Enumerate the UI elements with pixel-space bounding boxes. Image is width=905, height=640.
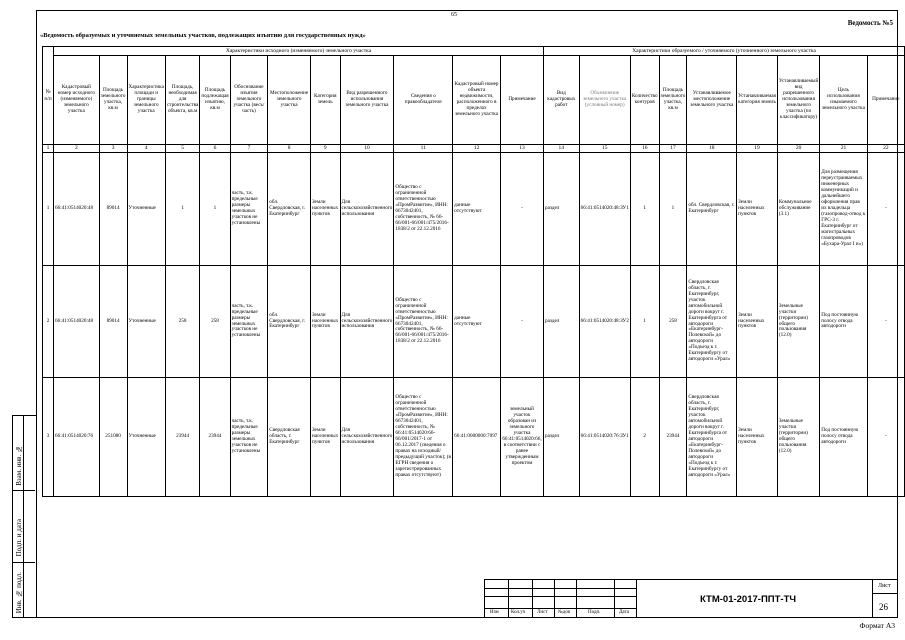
col-header: Площадь земельного участка, кв.м <box>659 56 687 145</box>
cell-work: раздел <box>544 266 580 378</box>
cell-obj: данные отсутствуют <box>453 153 501 266</box>
title-block <box>484 579 898 618</box>
col-header: Устанавливаемое местоположение земельного участка <box>687 56 737 145</box>
cell-newcad: 66:41:0514020:48:ЗУ1 <box>579 153 630 266</box>
col-number: 4 <box>127 145 165 153</box>
cell-newarea: 23944 <box>659 378 687 497</box>
cell-newcad: 66:41:0514020:48:ЗУ2 <box>579 266 630 378</box>
page-number: 65 <box>451 12 457 18</box>
document-title: «Ведомость образуемых и уточняемых земельных участков, подлежащих изъятию для государственных нужд» <box>40 32 366 39</box>
cell-cad: 66:41:0514020:48 <box>54 266 100 378</box>
col-header: Площадь земельного участка, кв.м <box>99 56 127 145</box>
col-header: Площадь, необходимая для строительства объекта, кв.м <box>165 56 199 145</box>
stamp-col-podp: Подп. <box>588 610 601 615</box>
cell-newvri: Коммунальное обслуживание (3.1) <box>777 153 819 266</box>
cell-note2: - <box>867 378 904 497</box>
cell-obj: данные отсутствуют <box>453 266 501 378</box>
stamp-col-data: Дата <box>619 610 629 615</box>
cell-newloc: Свердловская область, г. Екатеринбург, участок автомобильной дороги вокруг г. Екатеринбурга от автодороги «Екатеринбург-Полевской» до автодороги «Подъезд к г. Екатеринбургу от автодороги «Урал» <box>687 378 737 497</box>
col-header: Вид разрешенного использования земельного участка <box>340 56 394 145</box>
col-number: 14 <box>544 145 580 153</box>
table-row <box>43 266 905 378</box>
col-header: Кадастровый номер исходного (изменяемого) земельного участка <box>54 56 100 145</box>
cell-cat: Земли населенных пунктов <box>310 266 340 378</box>
cell-area: 251080 <box>99 378 127 497</box>
cell-loc: обл. Свердловская, г. Екатеринбург <box>268 153 311 266</box>
col-header: Кадастровый номер объекта недвижимости, расположенного в пределах земельного участка <box>453 56 501 145</box>
sheet-label: Лист <box>878 583 891 589</box>
table-row <box>43 153 905 266</box>
cell-newvri: Земельные участки (территории) общего пользования (12.0) <box>777 378 819 497</box>
cell-newcat: Земли населенных пунктов <box>737 153 778 266</box>
col-number: 8 <box>268 145 311 153</box>
group-header-row <box>43 47 905 56</box>
table-row <box>43 378 905 497</box>
side-label-inv: Инв. № подл. <box>15 571 23 613</box>
stamp-col-ndok: №док <box>558 610 571 615</box>
column-number-row <box>43 145 905 153</box>
vedomost-table <box>42 46 905 497</box>
cell-note: земельный участок образован из земельного участка 66:41:0514020:66, в соответствии с ранее утвержденным проектом <box>500 378 543 497</box>
cell-char: Уточненные <box>127 378 165 497</box>
cell-vri: Для сельскохозяйственного использования <box>340 153 394 266</box>
cell-num: 2 <box>43 266 54 378</box>
format-label: Формат А3 <box>859 621 895 630</box>
col-number: 21 <box>820 145 867 153</box>
stamp-col-list: Лист <box>537 610 548 615</box>
cell-basis: часть, т.к. предельные размеры земельных участков не установлены <box>230 153 268 266</box>
side-label-replace: Взам. инв. № <box>15 445 23 486</box>
cell-contours: 1 <box>630 266 659 378</box>
cell-newloc: Свердловская область, г. Екатеринбург, участок автомобильной дороги вокруг г. Екатеринбурга от автодороги «Екатеринбург-Полевской» до автодороги «Подъезд к г. Екатеринбургу от автодороги «Урал» <box>687 266 737 378</box>
col-header: Характеристика площади и границы земельного участка <box>127 56 165 145</box>
cell-obj: 66:41:0000000:7097 <box>453 378 501 497</box>
col-number: 22 <box>867 145 904 153</box>
col-number: 12 <box>453 145 501 153</box>
cell-purpose: Под постоянную полосу отвода автодороги <box>820 378 867 497</box>
cell-vri: Для сельскохозяйственного использования <box>340 378 394 497</box>
side-stamp <box>12 415 36 618</box>
cell-note2: - <box>867 153 904 266</box>
cell-note2: - <box>867 266 904 378</box>
sheet-number: 26 <box>879 602 888 612</box>
col-number: 10 <box>340 145 394 153</box>
cell-need: 23944 <box>165 378 199 497</box>
col-header-num: № п/п <box>43 47 54 145</box>
col-number: 13 <box>500 145 543 153</box>
col-header: Примечание <box>500 56 543 145</box>
cell-note: - <box>500 266 543 378</box>
cell-newcad: 66:41:0514020:76:ЗУ1 <box>579 378 630 497</box>
cell-basis: часть, т.к. предельные размеры земельных участков не установлены <box>230 378 268 497</box>
document-code: КТМ-01-2017-ППТ-ТЧ <box>700 594 797 605</box>
cell-note: - <box>500 153 543 266</box>
cell-owner: Общество с ограниченной ответственностью «ПромРазвитие», ИНН: 6673042401, собственность, № 66:41:0514020:66-66/001/2017-1 от 06.12.2017 (сведения о правах на исходный/ предыдущий участок); (в ЕГРН сведения о зарегистрированных правах отсутствуют) <box>394 378 453 497</box>
cell-newarea: 1 <box>659 153 687 266</box>
cell-vri: Для сельскохозяйственного использования <box>340 266 394 378</box>
col-number: 5 <box>165 145 199 153</box>
col-header: Устанавливаемая категория земель <box>737 56 778 145</box>
cell-cad: 66:41:0514020:76 <box>54 378 100 497</box>
cell-newvri: Земельные участки (территории) общего пользования (12.0) <box>777 266 819 378</box>
side-cell-replace <box>13 416 35 491</box>
cell-purpose: Для размещения переустраиваемых инженерных коммуникаций и дальнейшего оформления прав их владельца (газопровод-отвод к ГРС-3 г. Екатеринбург от магистральных газопроводов «Бухара-Урал I и») <box>820 153 867 266</box>
col-header: Устанавливаемый вид разрешенного использования земельного участка (по классификатору) <box>777 56 819 145</box>
col-header: Примечание <box>867 56 904 145</box>
cell-newcat: Земли населенных пунктов <box>737 266 778 378</box>
cell-loc: Свердловская область, г. Екатеринбург <box>268 378 311 497</box>
cell-area: 89014 <box>99 153 127 266</box>
col-number: 1 <box>43 145 54 153</box>
col-number: 6 <box>200 145 230 153</box>
stamp-col-izm: Изм <box>490 610 499 615</box>
col-header: Местоположение земельного участка <box>268 56 311 145</box>
col-header: Обозначение земельного участка (условный номер) <box>579 56 630 145</box>
cell-char: Уточненные <box>127 266 165 378</box>
col-number: 11 <box>394 145 453 153</box>
side-label-sign: Подп. и дата <box>15 518 23 556</box>
col-number: 16 <box>630 145 659 153</box>
cell-work: раздел <box>544 378 580 497</box>
col-number: 7 <box>230 145 268 153</box>
column-header-row <box>43 56 905 145</box>
col-header: Сведения о правообладателе <box>394 56 453 145</box>
cell-newloc: обл. Свердловская, г. Екатеринбург <box>687 153 737 266</box>
cell-newcat: Земли населенных пунктов <box>737 378 778 497</box>
col-header: Обоснование изъятия земельного участка (весь/ часть) <box>230 56 268 145</box>
cell-num: 1 <box>43 153 54 266</box>
cell-need: 1 <box>165 153 199 266</box>
cell-newarea: 258 <box>659 266 687 378</box>
stamp-col-kolu: Кол.уч <box>511 610 526 615</box>
cell-area: 89014 <box>99 266 127 378</box>
cell-seize: 258 <box>200 266 230 378</box>
cell-cad: 66:41:0514020:48 <box>54 153 100 266</box>
col-header: Площадь подлежащая изъятию, кв.м <box>200 56 230 145</box>
col-header: Категория земель <box>310 56 340 145</box>
cell-num: 3 <box>43 378 54 497</box>
col-number: 18 <box>687 145 737 153</box>
side-cell-inv <box>13 563 35 617</box>
col-number: 9 <box>310 145 340 153</box>
vedomost-label: Ведомость №5 <box>847 19 893 27</box>
col-number: 19 <box>737 145 778 153</box>
cell-cat: Земли населенных пунктов <box>310 378 340 497</box>
col-number: 15 <box>579 145 630 153</box>
cell-loc: обл. Свердловская, г. Екатеринбург <box>268 266 311 378</box>
cell-purpose: Под постоянную полосу отвода автодороги <box>820 266 867 378</box>
cell-seize: 23944 <box>200 378 230 497</box>
col-header: Количество контуров <box>630 56 659 145</box>
cell-contours: 1 <box>630 153 659 266</box>
col-number: 17 <box>659 145 687 153</box>
col-number: 20 <box>777 145 819 153</box>
cell-work: раздел <box>544 153 580 266</box>
cell-contours: 2 <box>630 378 659 497</box>
cell-basis: часть, т.к. предельные размеры земельных участков не установлены <box>230 266 268 378</box>
group-header-source: Характеристики исходного (изменяемого) земельного участка <box>54 47 544 56</box>
cell-owner: Общество с ограниченной ответственностью «ПромРазвитие», ИНН: 6673042401, собственность, № 66-66/001-66/001/475/2016-1838/2 от 22.12.2016 <box>394 153 453 266</box>
col-number: 2 <box>54 145 100 153</box>
col-number: 3 <box>99 145 127 153</box>
cell-need: 258 <box>165 266 199 378</box>
side-cell-sign <box>13 491 35 563</box>
group-header-result: Характеристики образуемого / уточняемого (уточненного) земельного участка <box>544 47 905 56</box>
cell-cat: Земли населенных пунктов <box>310 153 340 266</box>
cell-char: Уточненные <box>127 153 165 266</box>
cell-seize: 1 <box>200 153 230 266</box>
cell-owner: Общество с ограниченной ответственностью «ПромРазвитие», ИНН: 6673042401, собственность, № 66-66/001-66/001/475/2016-1838/2 от 22.12.2016 <box>394 266 453 378</box>
col-header: Цель использования изымаемого земельного участка <box>820 56 867 145</box>
col-header: Вид кадастровых работ <box>544 56 580 145</box>
